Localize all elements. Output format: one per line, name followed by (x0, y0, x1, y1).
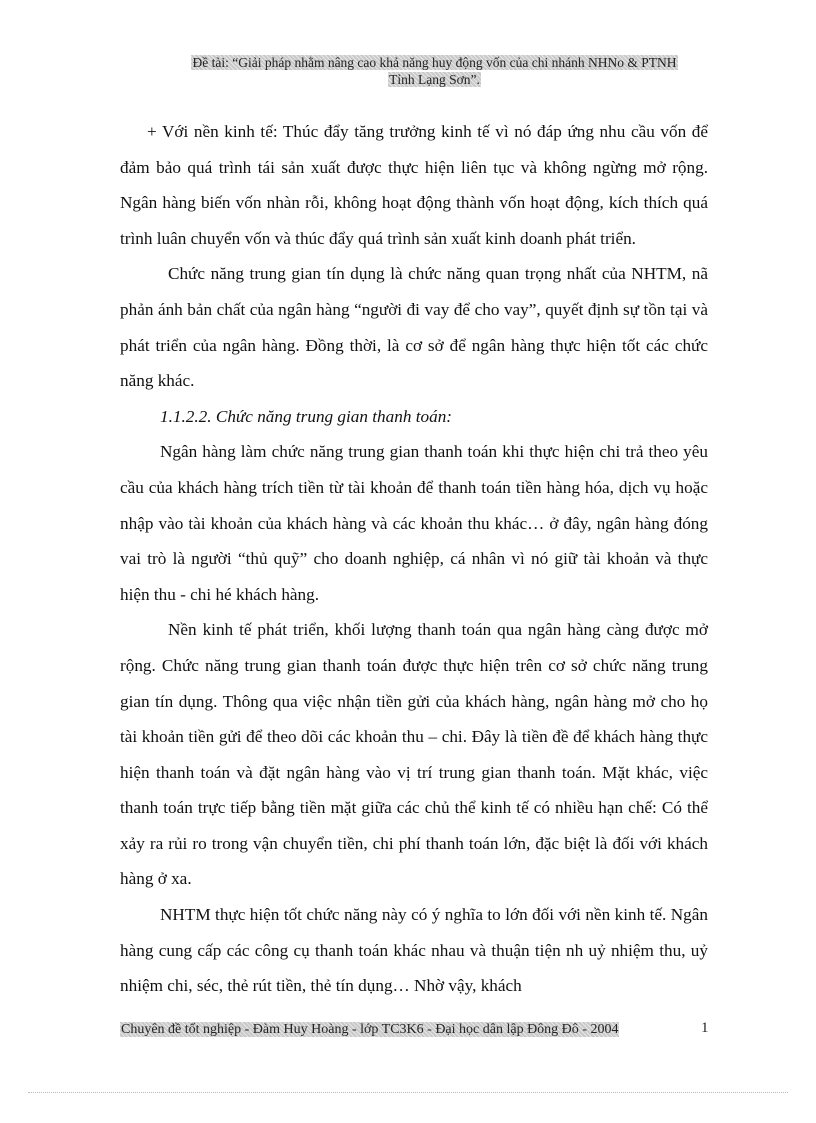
paragraph-payment-role: Ngân hàng làm chức năng trung gian thanh toán khi thực hiện chi trả theo yêu cầu của khách hàng trích tiền từ tài khoản để thanh toán tiền hàng hóa, dịch vụ hoặc nhập vào tài khoản của khách hàng và các khoản thu khác… ở đây, ngân hàng đóng vai trò là người “thủ quỹ” cho doanh nghiệp, cá nhân vì nó giữ tài khoản và thực hiện thu - chi hé khách hàng. (120, 442, 708, 604)
header-line-2: Tỉnh Lạng Sơn”. (389, 72, 480, 87)
paragraph-payment-volume: Nền kinh tế phát triển, khối lượng thanh toán qua ngân hàng càng được mở rộng. Chức năng trung gian thanh toán được thực hiện trên cơ sở chức năng trung gian tín dụng. Thông qua việc nhận tiền gửi của khách hàng, ngân hàng mở cho họ tài khoản tiền gửi để theo dõi các khoản thu – chi. Đây là tiền đề để khách hàng thực hiện thanh toán và đặt ngân hàng vào vị trí trung gian thanh toán. Mặt khác, việc thanh toán trực tiếp bằng tiền mặt giữa các chủ thể kinh tế có nhiều hạn chế: Có thể xảy ra rủi ro trong vận chuyển tiền, chi phí thanh toán lớn, đặc biệt là đối với khách hàng ở xa. (120, 620, 708, 889)
page-header (112, 54, 757, 88)
page-footer (120, 1021, 665, 1039)
paragraph-payment-tools: NHTM thực hiện tốt chức năng này có ý nghĩa to lớn đối với nền kinh tế. Ngân hàng cung cấp các công cụ thanh toán khác nhau và thuận tiện nh uỷ nhiệm thu, uỷ nhiệm chi, séc, thẻ rút tiền, thẻ tín dụng… Nhờ vậy, khách (120, 905, 708, 996)
page-number: 1 (701, 1020, 709, 1036)
section-heading: 1.1.2.2. Chức năng trung gian thanh toán: (160, 406, 453, 426)
header-line-1: Đề tài: “Giải pháp nhằm nâng cao khả năng huy động vốn của chi nhánh NHNo & PTNH (192, 55, 677, 70)
page-bottom-divider (28, 1092, 788, 1093)
paragraph-credit-intermediary: Chức năng trung gian tín dụng là chức năng quan trọng nhất của NHTM, nã phản ánh bản chất của ngân hàng “người đi vay để cho vay”, quyết định sự tồn tại và phát triển của ngân hàng. Đồng thời, là cơ sở để ngân hàng thực hiện tốt các chức năng khác. (120, 264, 708, 391)
paragraph-economy-role: + Với nền kinh tế: Thúc đẩy tăng trưởng kinh tế vì nó đáp ứng nhu cầu vốn để đảm bảo quá trình tái sản xuất được thực hiện liên tục và không ngừng mở rộng. Ngân hàng biến vốn nhàn rỗi, không hoạt động thành vốn hoạt động, kích thích quá trình luân chuyển vốn và thúc đẩy quá trình sản xuất kinh doanh phát triển. (120, 122, 708, 248)
document-body (120, 114, 708, 1004)
footer-text: Chuyên đề tốt nghiệp - Đàm Huy Hoàng - lớp TC3K6 - Đại học dân lập Đông Đô - 2004 (121, 1022, 619, 1037)
